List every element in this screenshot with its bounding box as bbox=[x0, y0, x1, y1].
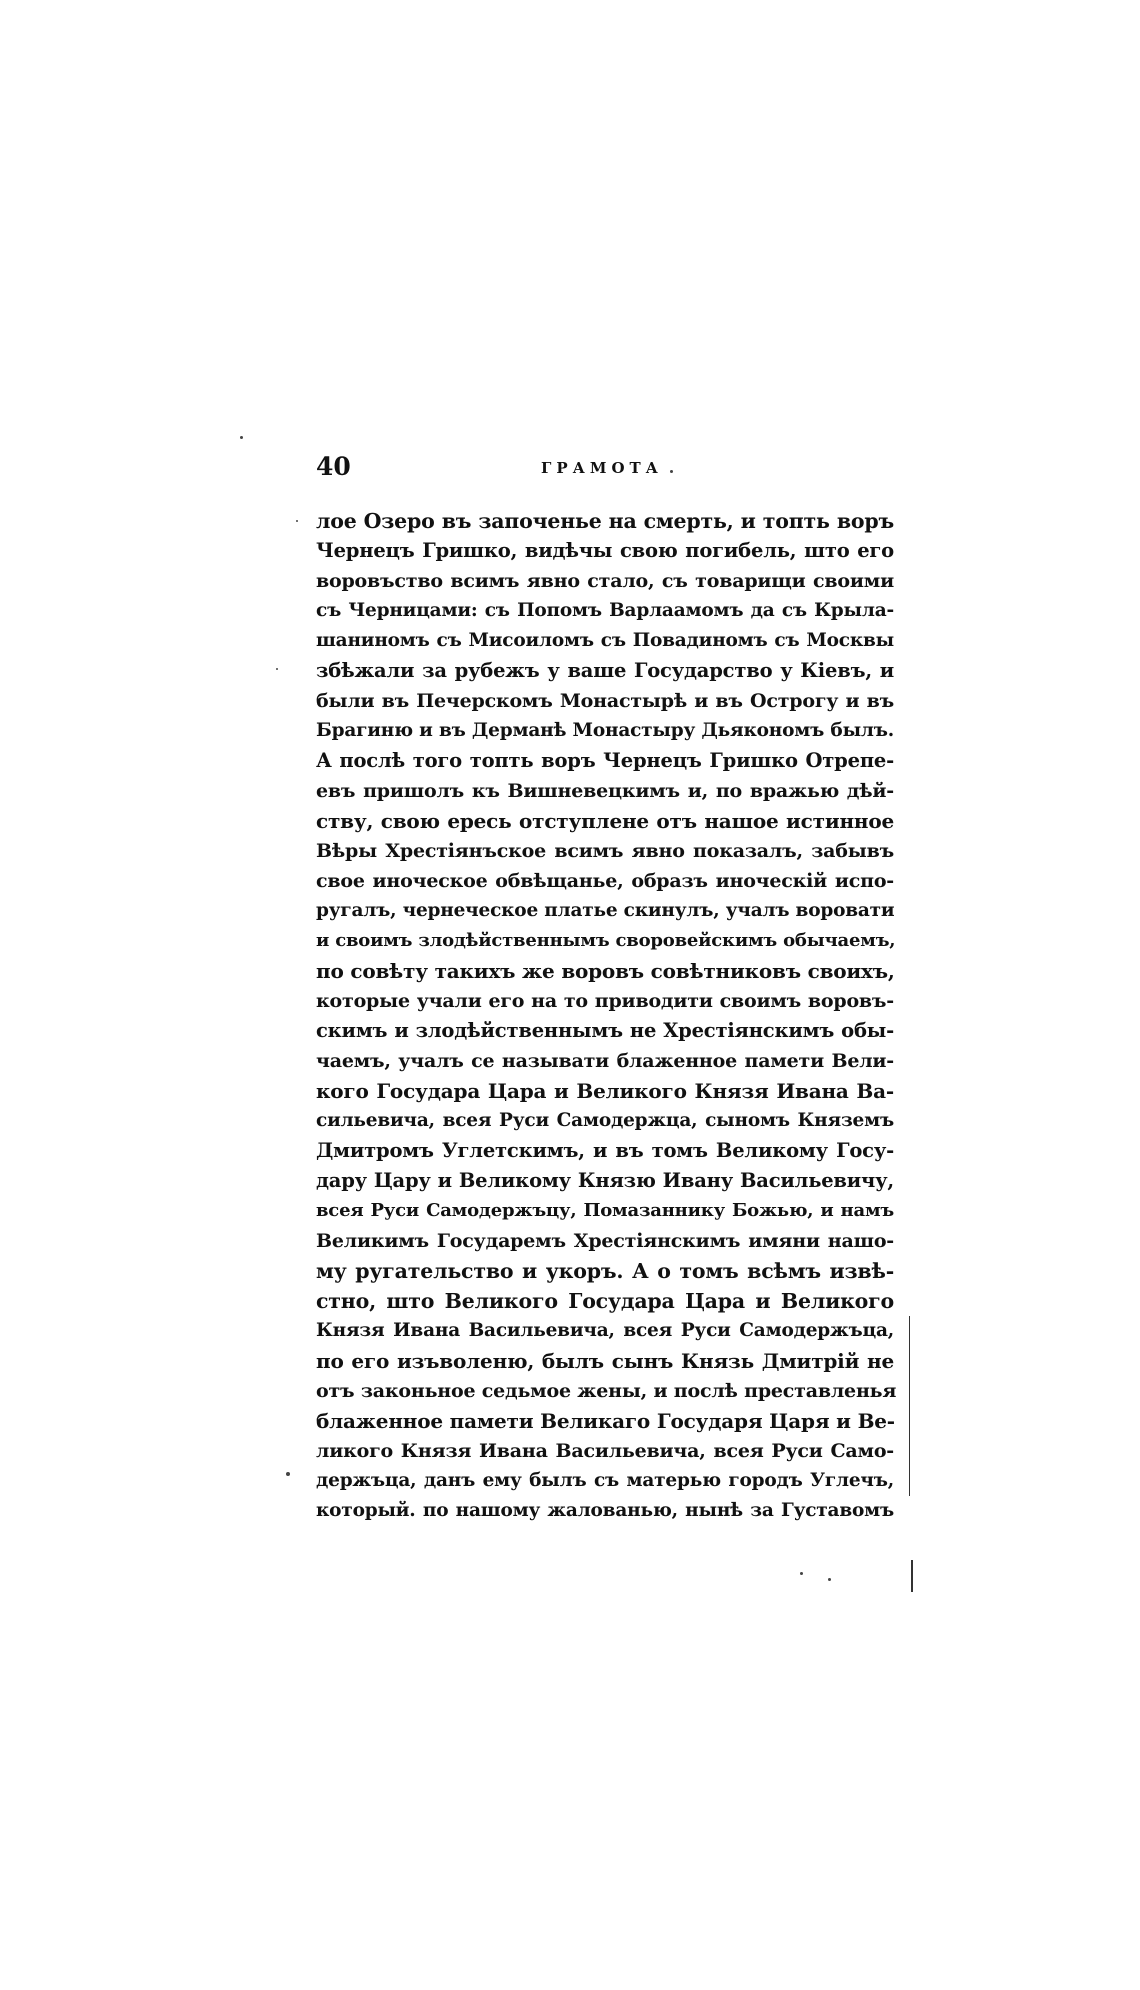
text-line: съ Черницами: съ Попомъ Варлаамомъ да съ Крыла- bbox=[316, 600, 894, 621]
scan-speck bbox=[286, 1472, 290, 1476]
text-line: отъ законьное седьмое жены, и послѣ преставленья bbox=[316, 1380, 897, 1402]
page-number: 40 bbox=[316, 452, 351, 481]
text-line: скимъ и злодѣйственнымъ не Хрестіянскимъ обы- bbox=[316, 1019, 894, 1042]
text-line: сильевича, всея Руси Самодержца, сыномъ Княземъ bbox=[316, 1110, 894, 1131]
scan-speck bbox=[800, 1572, 803, 1575]
text-line: который. по нашому жалованью, нынѣ за Густавомъ bbox=[316, 1500, 894, 1521]
scan-speck bbox=[296, 520, 298, 522]
text-line: свое иноческое обвѣщанье, образъ иноческій испо- bbox=[316, 870, 894, 892]
page-header bbox=[316, 452, 894, 482]
scan-speck bbox=[670, 470, 673, 473]
text-line: збѣжали за рубежъ у ваше Государство у Кіевъ, и bbox=[316, 659, 894, 682]
text-line: которые учали его на то приводити своимъ воровъ- bbox=[316, 990, 894, 1012]
running-title: ГРАМОТА bbox=[541, 459, 663, 477]
text-line: Брагиню и въ Дерманѣ Монастыру Дьякономъ былъ. bbox=[316, 720, 894, 741]
text-line: воровъство всимъ явно стало, съ товарищи своими bbox=[316, 570, 894, 592]
text-line: лое Озеро въ започенье на смерть, и топть воръ bbox=[316, 509, 894, 533]
text-line: ству, свою ересь отступлене отъ нашое истинное bbox=[316, 809, 894, 833]
text-line: Великимъ Государемъ Хрестіянскимъ имяни нашо- bbox=[316, 1230, 894, 1252]
text-line: А послѣ того топть воръ Чернецъ Гришко Отрепе- bbox=[316, 749, 894, 772]
text-line: Дмитромъ Углетскимъ, и въ томъ Великому Госу- bbox=[316, 1139, 894, 1162]
scan-speck bbox=[276, 668, 278, 670]
scan-speck bbox=[240, 436, 243, 439]
text-line: ликого Князя Ивана Васильевича, всея Руси Само- bbox=[316, 1440, 894, 1462]
text-line: блаженное памети Великаго Государя Царя и Ве- bbox=[316, 1409, 895, 1433]
text-line: ругалъ, чернеческое платье скинулъ, учалъ воровати bbox=[316, 900, 895, 921]
text-line: шаниномъ съ Мисоиломъ съ Повадиномъ съ Москвы bbox=[316, 630, 894, 651]
text-line: евъ пришолъ къ Вишневецкимъ и, по вражью дѣй- bbox=[316, 780, 894, 802]
text-line: Чернецъ Гришко, видѣчы свою погибель, што его bbox=[316, 539, 894, 562]
text-line: дару Цару и Великому Князю Ивану Васильевичу, bbox=[316, 1169, 894, 1192]
margin-line bbox=[911, 1560, 913, 1592]
text-line: всея Руси Самодержъцу, Помазаннику Божью, и намъ bbox=[316, 1200, 894, 1221]
text-line: му ругательство и укоръ. А о томъ всѣмъ извѣ- bbox=[316, 1259, 894, 1283]
body-text bbox=[316, 506, 897, 1526]
text-line: были въ Печерскомъ Монастырѣ и въ Острогу и въ bbox=[316, 690, 894, 712]
text-line: Вѣры Хрестіянъское всимъ явно показалъ, забывъ bbox=[316, 840, 894, 862]
text-line: кого Государа Цара и Великого Князя Ивана Ва- bbox=[316, 1079, 894, 1103]
text-line: и своимъ злодѣйственнымъ своровейскимъ обычаемъ, bbox=[316, 930, 896, 951]
text-line: чаемъ, учалъ се называти блаженное памети Вели- bbox=[316, 1050, 894, 1072]
text-line: Князя Ивана Васильевича, всея Руси Самодержъца, bbox=[316, 1320, 894, 1341]
margin-line bbox=[909, 1316, 910, 1496]
text-line: по совѣту такихъ же воровъ совѣтниковъ своихъ, bbox=[316, 959, 895, 983]
scan-speck bbox=[828, 1578, 831, 1581]
text-line: стно, што Великого Государа Цара и Великого bbox=[316, 1289, 894, 1313]
text-line: держъца, данъ ему былъ съ матерью городъ Углечъ, bbox=[316, 1470, 894, 1491]
text-line: по его изъволеню, былъ сынъ Князь Дмитрій не bbox=[316, 1349, 894, 1373]
